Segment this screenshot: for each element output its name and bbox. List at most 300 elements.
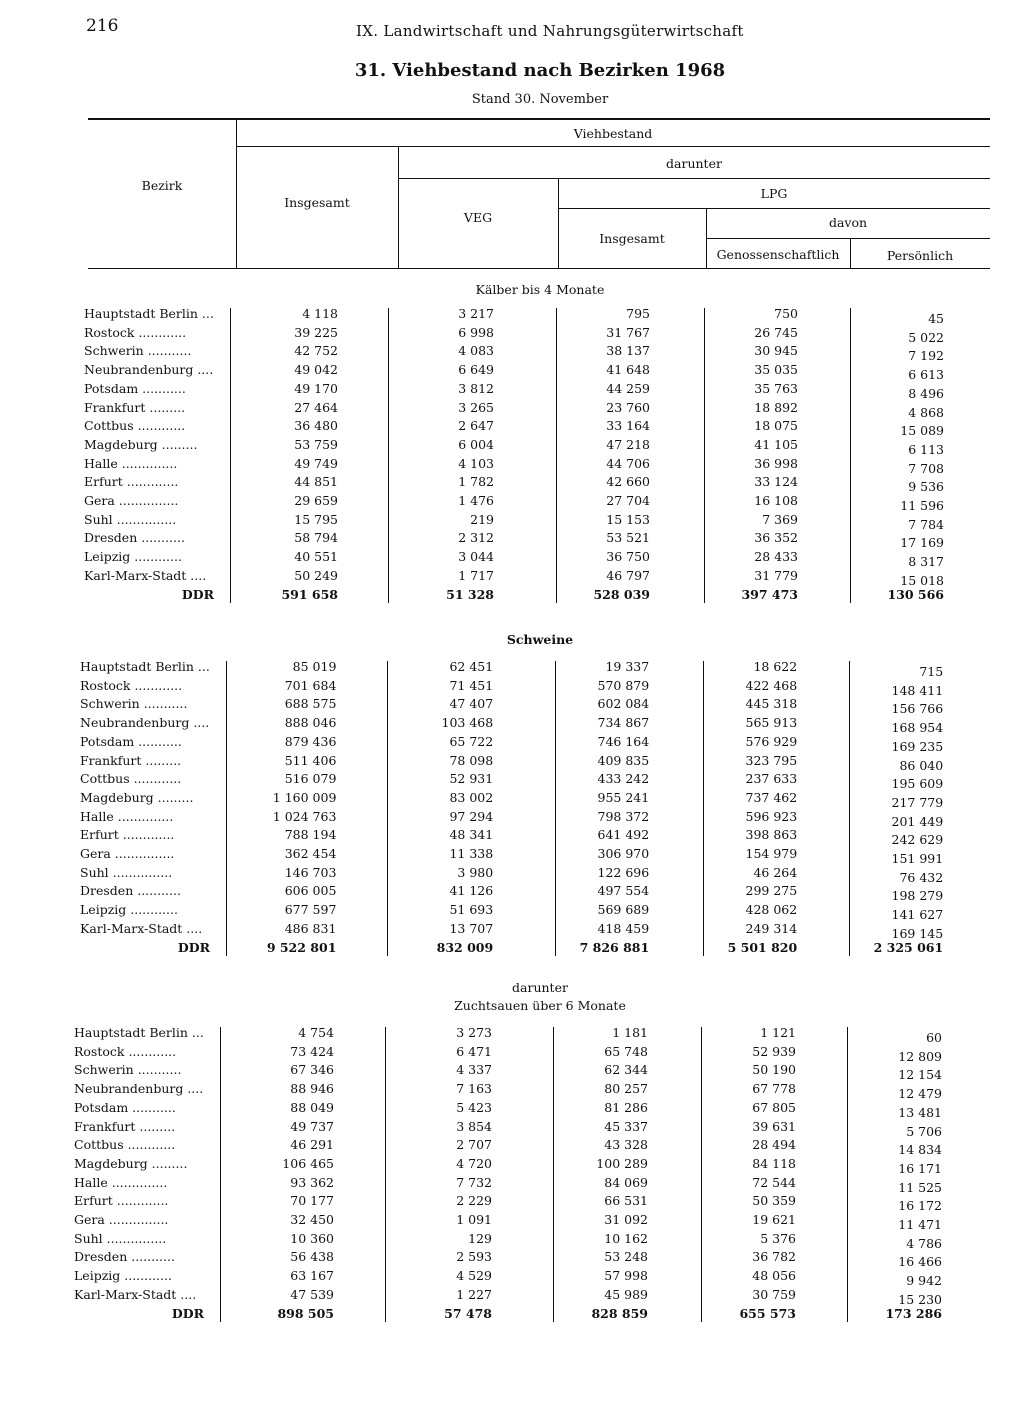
cell-insgesamt: 15 795 xyxy=(294,511,338,527)
bezirk-name: Halle .............. xyxy=(84,455,178,471)
cell-persoenlich: 13 481 xyxy=(898,1104,942,1120)
column-rule xyxy=(220,1027,221,1322)
cell-persoenlich: 6 113 xyxy=(908,441,944,457)
table-row xyxy=(0,400,1024,418)
cell-veg: 3 980 xyxy=(457,864,494,880)
cell-genossenschaftlich: 52 939 xyxy=(752,1043,796,1059)
cell-veg: 1 091 xyxy=(456,1212,492,1227)
cell-insgesamt: 688 575 xyxy=(284,696,337,712)
bezirk-name: Erfurt ............. xyxy=(84,474,179,490)
cell-persoenlich: 8 496 xyxy=(908,385,944,401)
table-row xyxy=(0,1137,1024,1158)
cell-lpg-insgesamt: 433 242 xyxy=(597,771,650,787)
cell-persoenlich: 15 230 xyxy=(898,1291,942,1307)
header-veg: VEG xyxy=(463,210,493,225)
cell-lpg-insgesamt: 62 344 xyxy=(604,1062,648,1078)
cell-veg: 1 782 xyxy=(458,474,494,490)
table-row xyxy=(0,1175,1024,1193)
cell-lpg-insgesamt: 31 767 xyxy=(606,324,650,340)
cell-veg: 3 265 xyxy=(458,399,494,415)
cell-persoenlich: 11 596 xyxy=(900,498,944,513)
total-label: DDR xyxy=(177,939,210,955)
table-row xyxy=(0,1212,1024,1230)
cell-lpg-insgesamt: 1 181 xyxy=(612,1025,648,1040)
cell-persoenlich: 2 325 061 xyxy=(873,939,944,955)
cell-veg: 48 341 xyxy=(449,827,494,843)
cell-insgesamt: 591 658 xyxy=(281,586,338,602)
cell-insgesamt: 888 046 xyxy=(284,715,337,731)
cell-lpg-insgesamt: 418 459 xyxy=(597,920,650,936)
cell-persoenlich: 169 145 xyxy=(891,925,944,941)
cell-persoenlich: 715 xyxy=(919,664,944,679)
cell-insgesamt: 4 118 xyxy=(302,306,338,321)
cell-insgesamt: 49 737 xyxy=(290,1118,334,1134)
cell-persoenlich: 86 040 xyxy=(899,757,944,773)
column-rule xyxy=(704,308,705,603)
cell-insgesamt: 67 346 xyxy=(290,1062,334,1078)
cell-genossenschaftlich: 5 376 xyxy=(760,1230,796,1246)
page-number: 216 xyxy=(86,16,119,36)
header-rule-lpg xyxy=(558,208,990,209)
table-row xyxy=(0,1062,1024,1083)
cell-genossenschaftlich: 67 805 xyxy=(752,1099,796,1115)
bezirk-name: Neubrandenburg .... xyxy=(84,362,214,378)
cell-persoenlich: 148 411 xyxy=(891,682,944,698)
table-row xyxy=(0,865,1024,883)
bezirk-name: Karl-Marx-Stadt .... xyxy=(80,920,203,936)
cell-lpg-insgesamt: 569 689 xyxy=(597,902,650,918)
cell-insgesamt: 56 438 xyxy=(290,1249,334,1265)
column-rule xyxy=(387,661,388,956)
table-row xyxy=(0,734,1024,752)
cell-insgesamt: 49 749 xyxy=(294,455,338,471)
cell-veg: 13 707 xyxy=(449,920,494,936)
table-subtitle: Stand 30. November xyxy=(471,92,609,107)
cell-insgesamt: 63 167 xyxy=(290,1268,334,1284)
cell-lpg-insgesamt: 45 337 xyxy=(604,1118,648,1134)
cell-lpg-insgesamt: 19 337 xyxy=(605,659,650,674)
cell-veg: 78 098 xyxy=(449,752,494,768)
cell-genossenschaftlich: 67 778 xyxy=(752,1081,796,1097)
cell-genossenschaftlich: 30 759 xyxy=(752,1286,796,1302)
cell-insgesamt: 516 079 xyxy=(284,771,337,787)
cell-veg: 219 xyxy=(470,511,494,527)
cell-lpg-insgesamt: 46 797 xyxy=(606,567,650,583)
table-row xyxy=(0,678,1024,696)
cell-genossenschaftlich: 28 494 xyxy=(752,1137,796,1153)
cell-lpg-insgesamt: 41 648 xyxy=(606,362,650,378)
cell-insgesamt: 49 042 xyxy=(294,362,338,378)
bezirk-name: Suhl ............... xyxy=(74,1230,167,1246)
column-rule xyxy=(850,308,851,603)
cell-insgesamt: 10 360 xyxy=(290,1230,334,1246)
cell-genossenschaftlich: 41 105 xyxy=(754,436,798,452)
bezirk-name: Potsdam ........... xyxy=(74,1099,176,1115)
cell-persoenlich: 14 834 xyxy=(898,1142,942,1158)
cell-genossenschaftlich: 46 264 xyxy=(753,864,798,880)
cell-lpg-insgesamt: 602 084 xyxy=(597,696,650,712)
cell-lpg-insgesamt: 84 069 xyxy=(604,1174,648,1190)
cell-insgesamt: 879 436 xyxy=(284,733,337,749)
cell-insgesamt: 88 946 xyxy=(290,1081,334,1097)
cell-insgesamt: 788 194 xyxy=(284,827,337,843)
cell-lpg-insgesamt: 33 164 xyxy=(606,418,650,434)
cell-persoenlich: 15 018 xyxy=(900,572,944,588)
cell-persoenlich: 242 629 xyxy=(891,832,944,848)
cell-genossenschaftlich: 19 621 xyxy=(752,1212,796,1227)
cell-genossenschaftlich: 655 573 xyxy=(739,1305,796,1321)
cell-insgesamt: 701 684 xyxy=(284,677,337,693)
cell-persoenlich: 141 627 xyxy=(891,907,944,923)
cell-genossenschaftlich: 18 075 xyxy=(754,418,798,434)
cell-genossenschaftlich: 84 118 xyxy=(752,1155,796,1171)
column-rule xyxy=(385,1027,386,1322)
cell-lpg-insgesamt: 10 162 xyxy=(604,1230,648,1246)
bezirk-name: Karl-Marx-Stadt .... xyxy=(84,567,207,583)
cell-insgesamt: 39 225 xyxy=(294,324,338,340)
section-title: Kälber bis 4 Monate xyxy=(475,282,605,297)
table-row xyxy=(0,659,1024,677)
table-row xyxy=(0,790,1024,808)
cell-genossenschaftlich: 36 352 xyxy=(754,530,798,546)
cell-persoenlich: 156 766 xyxy=(891,701,944,717)
table-row xyxy=(0,1268,1024,1289)
table-row xyxy=(0,771,1024,792)
cell-genossenschaftlich: 39 631 xyxy=(752,1118,796,1134)
cell-persoenlich: 195 609 xyxy=(891,776,944,792)
cell-insgesamt: 50 249 xyxy=(294,567,338,583)
bezirk-name: Gera ............... xyxy=(74,1212,169,1227)
column-rule xyxy=(555,661,556,956)
cell-veg: 97 294 xyxy=(449,808,494,824)
cell-insgesamt: 42 752 xyxy=(294,343,338,359)
cell-persoenlich: 7 784 xyxy=(908,516,944,532)
cell-persoenlich: 9 942 xyxy=(906,1273,942,1289)
cell-genossenschaftlich: 445 318 xyxy=(745,696,798,712)
cell-genossenschaftlich: 50 190 xyxy=(752,1062,796,1078)
header-insgesamt: Insgesamt xyxy=(284,195,350,210)
total-row xyxy=(0,587,1024,605)
table-row xyxy=(0,362,1024,383)
bezirk-name: Potsdam ........... xyxy=(84,380,186,396)
cell-veg: 5 423 xyxy=(456,1099,492,1115)
cell-persoenlich: 16 466 xyxy=(898,1254,942,1270)
cell-lpg-insgesamt: 53 248 xyxy=(604,1249,648,1265)
cell-insgesamt: 88 049 xyxy=(290,1099,334,1115)
cell-lpg-insgesamt: 42 660 xyxy=(606,474,650,490)
table-row xyxy=(0,456,1024,474)
column-rule xyxy=(388,308,389,603)
column-rule xyxy=(553,1027,554,1322)
cell-genossenschaftlich: 237 633 xyxy=(745,771,798,787)
cell-lpg-insgesamt: 47 218 xyxy=(606,436,650,452)
bezirk-name: Dresden ........... xyxy=(84,530,185,546)
bezirk-name: Cottbus ............ xyxy=(80,771,182,787)
total-row xyxy=(0,1306,1024,1324)
cell-veg: 3 044 xyxy=(458,549,494,565)
cell-veg: 4 720 xyxy=(456,1155,492,1171)
cell-genossenschaftlich: 397 473 xyxy=(741,586,798,602)
cell-persoenlich: 7 708 xyxy=(908,460,944,476)
cell-insgesamt: 898 505 xyxy=(277,1305,334,1321)
cell-insgesamt: 40 551 xyxy=(294,549,338,565)
table-row xyxy=(0,1100,1024,1118)
cell-genossenschaftlich: 323 795 xyxy=(745,752,798,768)
bezirk-name: Rostock ............ xyxy=(74,1043,177,1059)
bezirk-name: Magdeburg ......... xyxy=(74,1155,188,1171)
cell-lpg-insgesamt: 570 879 xyxy=(597,677,650,693)
cell-persoenlich: 60 xyxy=(926,1030,942,1045)
cell-veg: 7 163 xyxy=(456,1081,492,1097)
bezirk-name: Rostock ............ xyxy=(80,677,183,693)
section-title: Zuchtsauen über 6 Monate xyxy=(454,998,626,1013)
table-row xyxy=(0,381,1024,399)
cell-insgesamt: 677 597 xyxy=(284,902,337,918)
cell-lpg-insgesamt: 23 760 xyxy=(606,399,650,415)
cell-veg: 1 476 xyxy=(458,493,494,508)
bezirk-name: Leipzig ............ xyxy=(84,549,182,565)
cell-veg: 2 312 xyxy=(458,530,494,546)
cell-genossenschaftlich: 28 433 xyxy=(754,549,798,565)
cell-persoenlich: 5 706 xyxy=(906,1123,942,1139)
bezirk-name: Hauptstadt Berlin ... xyxy=(74,1025,204,1040)
table-row xyxy=(0,846,1024,864)
bezirk-name: Rostock ............ xyxy=(84,324,187,340)
bezirk-name: Dresden ........... xyxy=(80,883,181,899)
cell-veg: 4 103 xyxy=(458,455,494,471)
cell-lpg-insgesamt: 65 748 xyxy=(604,1043,648,1059)
bezirk-name: Gera ............... xyxy=(84,493,179,508)
cell-lpg-insgesamt: 641 492 xyxy=(597,827,650,843)
bezirk-name: Schwerin ........... xyxy=(84,343,192,359)
cell-genossenschaftlich: 35 763 xyxy=(754,380,798,396)
cell-genossenschaftlich: 36 998 xyxy=(754,455,798,471)
cell-insgesamt: 146 703 xyxy=(284,864,337,880)
cell-veg: 3 273 xyxy=(456,1025,492,1040)
cell-lpg-insgesamt: 38 137 xyxy=(606,343,650,359)
cell-insgesamt: 49 170 xyxy=(294,380,338,396)
cell-lpg-insgesamt: 36 750 xyxy=(606,549,650,565)
cell-lpg-insgesamt: 15 153 xyxy=(606,511,650,527)
cell-persoenlich: 12 154 xyxy=(898,1067,942,1083)
bezirk-name: Schwerin ........... xyxy=(74,1062,182,1078)
cell-persoenlich: 12 479 xyxy=(898,1086,942,1102)
table-row xyxy=(0,512,1024,530)
cell-genossenschaftlich: 398 863 xyxy=(745,827,798,843)
header-bezirk: Bezirk xyxy=(141,178,183,193)
cell-persoenlich: 15 089 xyxy=(900,423,944,439)
cell-veg: 52 931 xyxy=(449,771,494,787)
cell-insgesamt: 32 450 xyxy=(290,1212,334,1227)
table-row xyxy=(0,437,1024,455)
bezirk-name: Suhl ............... xyxy=(80,864,173,880)
cell-veg: 4 529 xyxy=(456,1268,492,1284)
cell-insgesamt: 70 177 xyxy=(290,1193,334,1209)
bezirk-name: Hauptstadt Berlin ... xyxy=(80,659,210,674)
bezirk-name: Karl-Marx-Stadt .... xyxy=(74,1286,197,1302)
cell-genossenschaftlich: 26 745 xyxy=(754,324,798,340)
cell-persoenlich: 168 954 xyxy=(891,720,944,736)
bezirk-name: Cottbus ............ xyxy=(74,1137,176,1153)
cell-veg: 103 468 xyxy=(441,715,494,731)
bezirk-name: Leipzig ............ xyxy=(74,1268,172,1284)
bezirk-name: Gera ............... xyxy=(80,846,175,861)
cell-veg: 3 812 xyxy=(458,380,494,396)
column-rule xyxy=(849,661,850,956)
cell-veg: 1 227 xyxy=(456,1286,492,1302)
table-row xyxy=(0,530,1024,551)
cell-insgesamt: 27 464 xyxy=(294,399,338,415)
table-row xyxy=(0,753,1024,771)
cell-persoenlich: 4 786 xyxy=(906,1235,942,1251)
cell-persoenlich: 6 613 xyxy=(908,367,944,383)
bezirk-name: Erfurt ............. xyxy=(74,1193,169,1209)
table-row xyxy=(0,1025,1024,1043)
cell-veg: 2 707 xyxy=(456,1137,492,1153)
cell-persoenlich: 5 022 xyxy=(908,329,944,345)
table-row xyxy=(0,1044,1024,1062)
total-row xyxy=(0,940,1024,958)
cell-persoenlich: 169 235 xyxy=(891,738,944,754)
cell-veg: 11 338 xyxy=(449,846,494,861)
cell-genossenschaftlich: 154 979 xyxy=(745,846,798,861)
table-row xyxy=(0,568,1024,586)
cell-genossenschaftlich: 72 544 xyxy=(752,1174,796,1190)
cell-veg: 2 593 xyxy=(456,1249,492,1265)
cell-insgesamt: 53 759 xyxy=(294,436,338,452)
table-row xyxy=(0,343,1024,364)
cell-persoenlich: 8 317 xyxy=(908,554,944,570)
cell-persoenlich: 11 525 xyxy=(898,1179,942,1195)
column-rule xyxy=(226,661,227,956)
cell-veg: 41 126 xyxy=(449,883,494,899)
cell-genossenschaftlich: 737 462 xyxy=(745,789,798,805)
cell-insgesamt: 47 539 xyxy=(290,1286,334,1302)
table-row xyxy=(0,696,1024,717)
cell-lpg-insgesamt: 57 998 xyxy=(604,1268,648,1284)
header-lpg-insgesamt: Insgesamt xyxy=(599,231,665,246)
bezirk-name: Frankfurt ......... xyxy=(84,399,186,415)
cell-genossenschaftlich: 31 779 xyxy=(754,567,798,583)
cell-genossenschaftlich: 7 369 xyxy=(762,511,798,527)
cell-veg: 6 998 xyxy=(458,324,494,340)
table-row xyxy=(0,902,1024,923)
cell-lpg-insgesamt: 409 835 xyxy=(597,752,650,768)
table-row xyxy=(0,883,1024,904)
cell-lpg-insgesamt: 746 164 xyxy=(597,733,650,749)
bezirk-name: Halle .............. xyxy=(80,808,174,824)
cell-insgesamt: 511 406 xyxy=(284,752,337,768)
cell-veg: 4 337 xyxy=(456,1062,492,1078)
cell-lpg-insgesamt: 53 521 xyxy=(606,530,650,546)
total-label: DDR xyxy=(171,1305,204,1321)
cell-lpg-insgesamt: 798 372 xyxy=(597,808,650,824)
bezirk-name: Halle .............. xyxy=(74,1174,168,1190)
table-row xyxy=(0,1231,1024,1249)
table-title: 31. Viehbestand nach Bezirken 1968 xyxy=(354,60,726,81)
cell-lpg-insgesamt: 27 704 xyxy=(606,493,650,508)
header-rule-viehbestand xyxy=(236,146,990,147)
cell-veg: 4 083 xyxy=(458,343,494,359)
cell-lpg-insgesamt: 100 289 xyxy=(596,1155,648,1171)
table-row xyxy=(0,1287,1024,1305)
cell-persoenlich: 4 868 xyxy=(908,404,944,420)
cell-genossenschaftlich: 1 121 xyxy=(760,1025,796,1040)
table-row xyxy=(0,809,1024,827)
table-row xyxy=(0,827,1024,848)
cell-lpg-insgesamt: 44 706 xyxy=(606,455,650,471)
cell-veg: 3 217 xyxy=(458,306,494,321)
header-top-rule xyxy=(88,118,990,120)
table-row xyxy=(0,715,1024,736)
cell-veg: 57 478 xyxy=(444,1305,492,1321)
cell-persoenlich: 45 xyxy=(928,311,944,326)
cell-lpg-insgesamt: 795 xyxy=(626,306,650,321)
cell-insgesamt: 362 454 xyxy=(284,846,337,861)
column-rule xyxy=(556,308,557,603)
table-row xyxy=(0,325,1024,343)
cell-lpg-insgesamt: 80 257 xyxy=(604,1081,648,1097)
cell-lpg-insgesamt: 81 286 xyxy=(604,1099,648,1115)
cell-persoenlich: 217 779 xyxy=(891,794,944,810)
cell-persoenlich: 76 432 xyxy=(899,869,944,885)
bezirk-name: Magdeburg ......... xyxy=(80,789,194,805)
cell-genossenschaftlich: 750 xyxy=(774,306,798,321)
cell-lpg-insgesamt: 7 826 881 xyxy=(579,939,650,955)
cell-insgesamt: 46 291 xyxy=(290,1137,334,1153)
cell-lpg-insgesamt: 306 970 xyxy=(597,846,650,861)
cell-genossenschaftlich: 16 108 xyxy=(754,493,798,508)
bezirk-name: Erfurt ............. xyxy=(80,827,175,843)
table-row xyxy=(0,418,1024,439)
header-rule-darunter xyxy=(398,178,990,179)
cell-lpg-insgesamt: 66 531 xyxy=(604,1193,648,1209)
cell-insgesamt: 36 480 xyxy=(294,418,338,434)
cell-insgesamt: 58 794 xyxy=(294,530,338,546)
header-viehbestand: Viehbestand xyxy=(573,126,653,141)
cell-veg: 83 002 xyxy=(449,789,494,805)
cell-genossenschaftlich: 36 782 xyxy=(752,1249,796,1265)
cell-lpg-insgesamt: 43 328 xyxy=(604,1137,648,1153)
bezirk-name: Leipzig ............ xyxy=(80,902,178,918)
cell-insgesamt: 85 019 xyxy=(292,659,337,674)
bezirk-name: Neubrandenburg .... xyxy=(74,1081,204,1097)
header-davon: davon xyxy=(828,215,868,230)
bezirk-name: Hauptstadt Berlin ... xyxy=(84,306,214,321)
running-head: IX. Landwirtschaft und Nahrungsgüterwirtschaft xyxy=(356,22,744,40)
cell-lpg-insgesamt: 828 859 xyxy=(591,1305,648,1321)
cell-veg: 1 717 xyxy=(458,567,494,583)
cell-genossenschaftlich: 422 468 xyxy=(745,677,798,693)
cell-genossenschaftlich: 428 062 xyxy=(745,902,798,918)
cell-genossenschaftlich: 18 622 xyxy=(753,659,798,674)
table-row xyxy=(0,474,1024,495)
bezirk-name: Frankfurt ......... xyxy=(74,1118,176,1134)
cell-insgesamt: 4 754 xyxy=(298,1025,334,1040)
cell-insgesamt: 106 465 xyxy=(282,1155,334,1171)
header-persoenlich: Persönlich xyxy=(886,248,954,263)
table-row xyxy=(0,306,1024,324)
total-label: DDR xyxy=(181,586,214,602)
table-row xyxy=(0,921,1024,939)
column-rule xyxy=(230,308,231,603)
bezirk-name: Schwerin ........... xyxy=(80,696,188,712)
cell-persoenlich: 201 449 xyxy=(891,813,944,829)
bezirk-name: Cottbus ............ xyxy=(84,418,186,434)
bezirk-name: Magdeburg ......... xyxy=(84,436,198,452)
cell-genossenschaftlich: 35 035 xyxy=(754,362,798,378)
column-rule xyxy=(703,661,704,956)
